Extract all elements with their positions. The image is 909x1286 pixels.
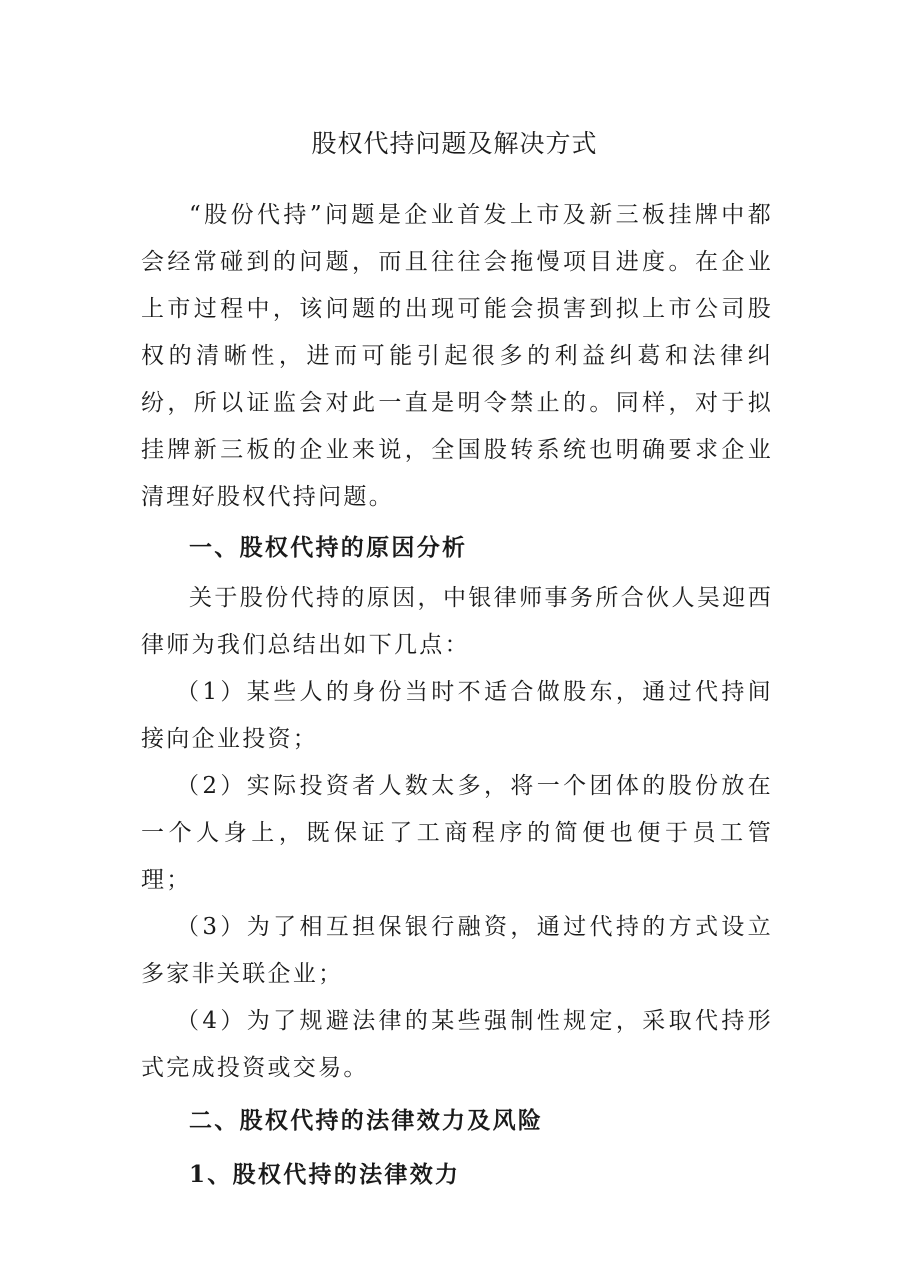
reason-item-3: （3）为了相互担保银行融资，通过代持的方式设立多家非关联企业； [141, 914, 773, 987]
reason-item-4: （4）为了规避法律的某些强制性规定，采取代持形式完成投资或交易。 [141, 1008, 773, 1081]
subsection-heading-1: 1、股权代持的法律效力 [189, 1161, 461, 1188]
section-heading-2: 二、股权代持的法律效力及风险 [189, 1107, 544, 1134]
document-title: 股权代持问题及解决方式 [311, 129, 598, 158]
section1-lead-paragraph: 关于股份代持的原因，中银律师事务所合伙人吴迎西律师为我们总结出如下几点： [141, 585, 773, 658]
reason-item-1: （1）某些人的身份当时不适合做股东，通过代持间接向企业投资； [141, 679, 773, 752]
intro-paragraph: “股份代持”问题是企业首发上市及新三板挂牌中都会经常碰到的问题，而且往往会拖慢项目进度。在企业上市过程中，该问题的出现可能会损害到拟上市公司股权的清晰性，进而可能引起很多的利益纠葛和法律纠纷，所以证监会对此一直是明令禁止的。同样，对于拟挂牌新三板的企业来说，全国股转系统也明确要求企业清理好股权代持问题。 [141, 202, 773, 510]
document-body [141, 192, 773, 1202]
section-heading-1: 一、股权代持的原因分析 [189, 534, 468, 561]
reason-item-2: （2）实际投资者人数太多，将一个团体的股份放在一个人身上，既保证了工商程序的简便也便于员工管理； [141, 773, 773, 893]
